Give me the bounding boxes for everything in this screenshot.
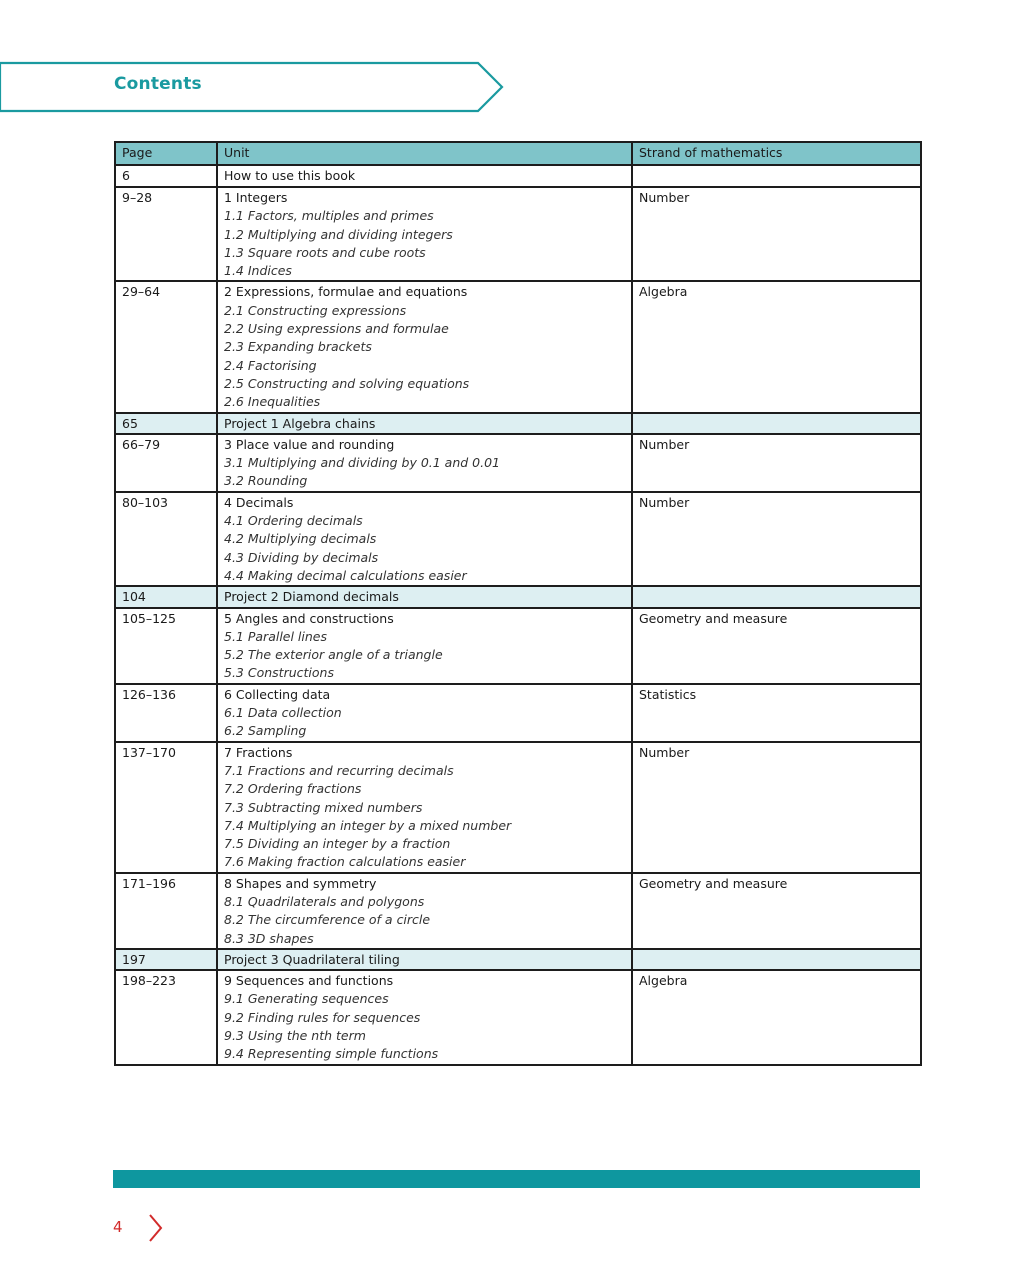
unit-title: Project 3 Quadrilateral tiling	[224, 951, 400, 967]
subsection-item: 9.3 Using the nth term	[224, 1028, 366, 1044]
column-header-strand: Strand of mathematics	[632, 142, 921, 165]
page-range-cell: 9–28	[115, 187, 217, 281]
subsection-item: 5.2 The exterior angle of a triangle	[224, 647, 443, 663]
table-row	[115, 434, 921, 492]
subsection-item: 1.2 Multiplying and dividing integers	[224, 226, 453, 242]
page-range-cell: 6	[115, 165, 217, 187]
unit-cell	[217, 281, 632, 412]
unit-title: 1 Integers	[224, 190, 288, 205]
subsection-item: 1.1 Factors, multiples and primes	[224, 208, 434, 224]
table-row	[115, 873, 921, 949]
unit-cell	[217, 684, 632, 742]
column-header-page: Page	[115, 142, 217, 165]
table-row	[115, 281, 921, 412]
strand-cell: Number	[632, 434, 921, 492]
page-range-cell: 137–170	[115, 742, 217, 873]
unit-title: 9 Sequences and functions	[224, 973, 394, 989]
subsection-item: 7.1 Fractions and recurring decimals	[224, 762, 454, 778]
subsection-item: 3.1 Multiplying and dividing by 0.1 and 0.01	[224, 455, 501, 471]
subsection-item: 1.3 Square roots and cube roots	[224, 244, 426, 260]
subsection-item: 7.4 Multiplying an integer by a mixed number	[224, 817, 512, 833]
table-row	[115, 165, 921, 187]
unit-title: Project 1 Algebra chains	[224, 415, 376, 431]
table-row	[115, 970, 921, 1064]
strand-cell	[632, 165, 921, 187]
unit-title: 2 Expressions, formulae and equations	[224, 284, 468, 300]
page-range-cell: 171–196	[115, 873, 217, 949]
subsection-item: 6.2 Sampling	[224, 723, 307, 739]
unit-cell	[217, 949, 632, 970]
subsection-item: 7.3 Subtracting mixed numbers	[224, 799, 423, 815]
page-range-cell: 65	[115, 413, 217, 434]
page-range-cell: 105–125	[115, 608, 217, 684]
unit-title: 4 Decimals	[224, 494, 294, 510]
contents-table	[114, 141, 922, 1066]
unit-cell	[217, 873, 632, 949]
subsection-item: 3.2 Rounding	[224, 473, 308, 489]
subsection-item: 4.3 Dividing by decimals	[224, 549, 379, 565]
unit-cell	[217, 413, 632, 434]
table-row	[115, 684, 921, 742]
subsection-item: 9.1 Generating sequences	[224, 991, 389, 1007]
subsection-item: 2.5 Constructing and solving equations	[224, 375, 470, 391]
page-range-cell: 197	[115, 949, 217, 970]
unit-cell	[217, 608, 632, 684]
strand-cell	[632, 949, 921, 970]
unit-cell	[217, 187, 632, 281]
unit-title: 7 Fractions	[224, 744, 293, 760]
contents-banner	[0, 61, 510, 113]
table-row	[115, 492, 921, 586]
column-header-unit: Unit	[217, 142, 632, 165]
subsection-item: 4.2 Multiplying decimals	[224, 531, 377, 547]
footer-bar	[113, 1170, 920, 1188]
page-title: Contents	[114, 74, 202, 94]
subsection-item: 4.4 Making decimal calculations easier	[224, 567, 467, 583]
subsection-item: 2.6 Inequalities	[224, 394, 321, 410]
page-range-cell: 126–136	[115, 684, 217, 742]
subsection-item: 5.1 Parallel lines	[224, 628, 328, 644]
subsection-item: 8.2 The circumference of a circle	[224, 912, 431, 928]
subsection-item: 1.4 Indices	[224, 263, 292, 279]
table-body	[115, 165, 921, 1065]
chevron-right-icon[interactable]	[146, 1213, 164, 1243]
page-range-cell: 66–79	[115, 434, 217, 492]
strand-cell: Number	[632, 187, 921, 281]
unit-cell	[217, 586, 632, 607]
table-header-row	[115, 142, 921, 165]
strand-cell: Algebra	[632, 970, 921, 1064]
subsection-item: 4.1 Ordering decimals	[224, 513, 363, 529]
unit-cell	[217, 434, 632, 492]
strand-cell: Algebra	[632, 281, 921, 412]
subsection-item: 8.1 Quadrilaterals and polygons	[224, 893, 425, 909]
strand-cell: Geometry and measure	[632, 873, 921, 949]
subsection-item: 9.2 Finding rules for sequences	[224, 1009, 421, 1025]
unit-title: Project 2 Diamond decimals	[224, 589, 399, 605]
unit-title: 6 Collecting data	[224, 686, 331, 702]
page-range-cell: 80–103	[115, 492, 217, 586]
subsection-item: 7.5 Dividing an integer by a fraction	[224, 836, 451, 852]
subsection-item: 5.3 Constructions	[224, 665, 334, 681]
subsection-item: 9.4 Representing simple functions	[224, 1046, 439, 1062]
project-row	[115, 949, 921, 970]
table-row	[115, 187, 921, 281]
unit-title: How to use this book	[224, 168, 356, 183]
subsection-item: 8.3 3D shapes	[224, 930, 314, 946]
strand-cell: Geometry and measure	[632, 608, 921, 684]
subsection-item: 2.2 Using expressions and formulae	[224, 321, 449, 337]
page-range-cell: 104	[115, 586, 217, 607]
subsection-item: 2.4 Factorising	[224, 357, 317, 373]
table-row	[115, 608, 921, 684]
subsection-item: 7.2 Ordering fractions	[224, 781, 362, 797]
project-row	[115, 586, 921, 607]
strand-cell: Number	[632, 492, 921, 586]
unit-cell	[217, 165, 632, 187]
table-row	[115, 742, 921, 873]
strand-cell	[632, 413, 921, 434]
unit-cell	[217, 742, 632, 873]
subsection-item: 2.3 Expanding brackets	[224, 339, 372, 355]
unit-cell	[217, 492, 632, 586]
page-range-cell: 29–64	[115, 281, 217, 412]
strand-cell: Statistics	[632, 684, 921, 742]
unit-cell	[217, 970, 632, 1064]
unit-title: 8 Shapes and symmetry	[224, 875, 377, 891]
strand-cell: Number	[632, 742, 921, 873]
page-range-cell: 198–223	[115, 970, 217, 1064]
subsection-item: 6.1 Data collection	[224, 705, 342, 721]
project-row	[115, 413, 921, 434]
unit-title: 5 Angles and constructions	[224, 610, 394, 626]
subsection-item: 2.1 Constructing expressions	[224, 302, 407, 318]
page-number: 4	[113, 1218, 123, 1236]
strand-cell	[632, 586, 921, 607]
unit-title: 3 Place value and rounding	[224, 436, 395, 452]
subsection-item: 7.6 Making fraction calculations easier	[224, 854, 466, 870]
